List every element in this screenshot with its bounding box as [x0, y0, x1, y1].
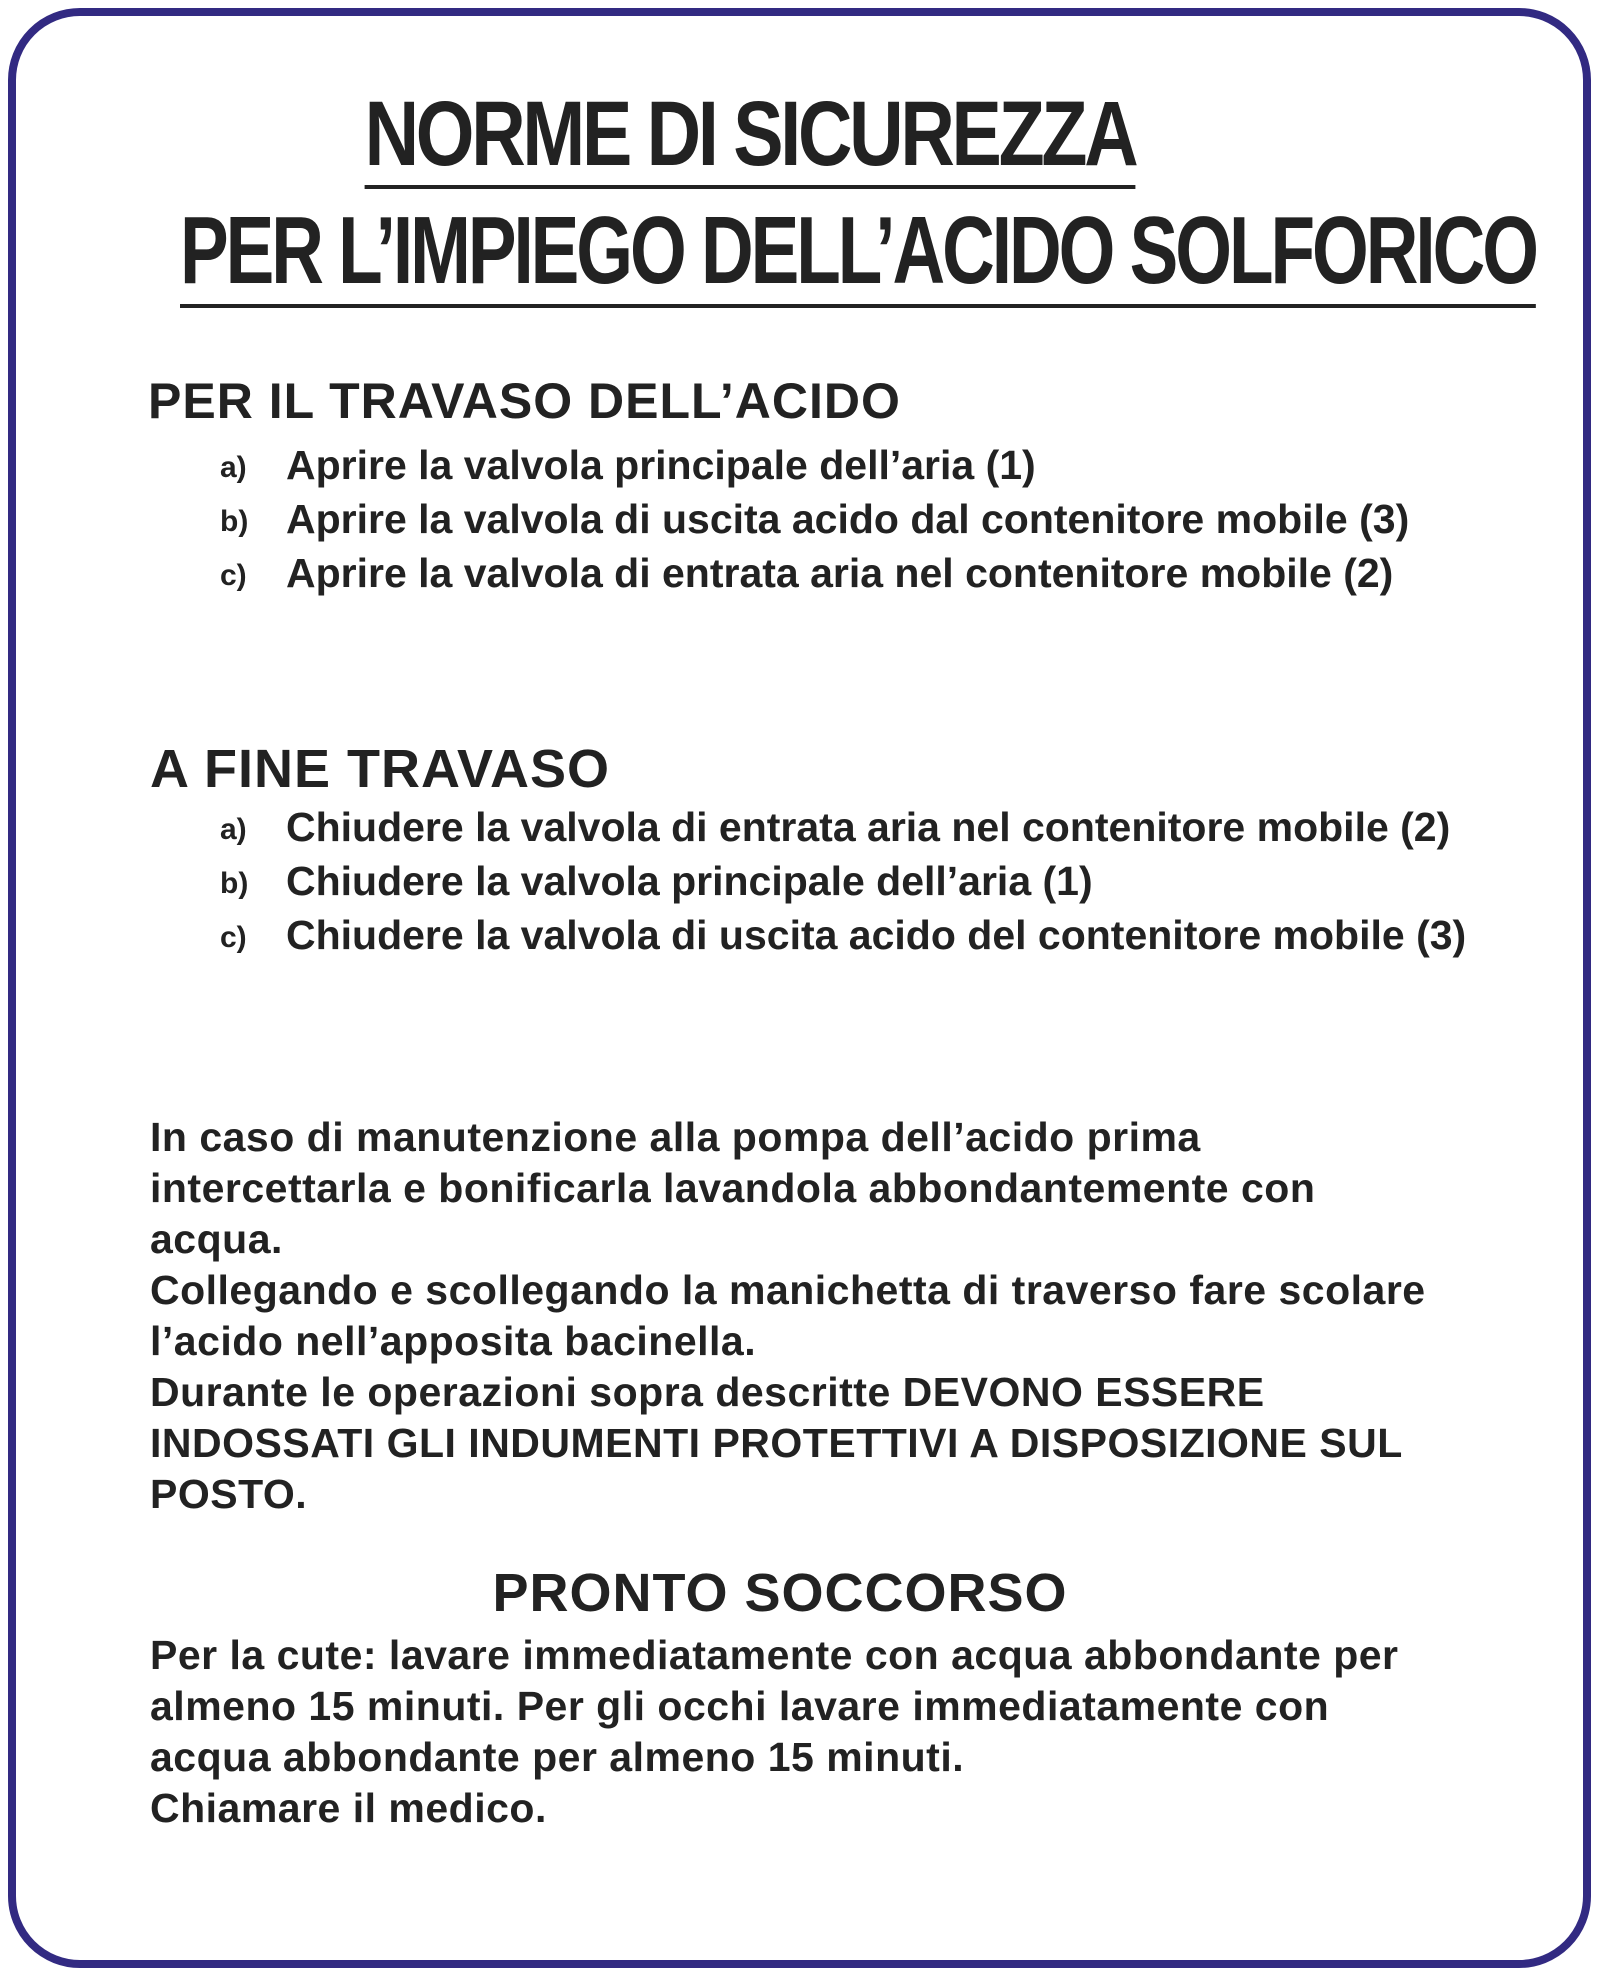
step-marker: a) — [220, 451, 247, 484]
travaso-steps-list — [220, 440, 1480, 602]
first-aid-paragraph: Chiamare il medico. — [150, 1785, 547, 1831]
step-text: Aprire la valvola principale dell’aria (1) — [286, 442, 1036, 488]
step-marker: a) — [220, 813, 247, 846]
title-text-1: NORME DI SICUREZZA — [365, 86, 1136, 189]
title-text-2: PER L’IMPIEGO DELL’ACIDO SOLFORICO — [180, 201, 1536, 308]
maintenance-paragraph: Collegando e scollegando la manichetta di traverso fare scolare l’acido nell’apposita bacinella. — [150, 1267, 1426, 1364]
list-item — [220, 910, 1480, 961]
heading-travaso: PER IL TRAVASO DELL’ACIDO — [148, 373, 901, 429]
step-marker: c) — [220, 559, 247, 592]
step-text: Chiudere la valvola di uscita acido del contenitore mobile (3) — [286, 912, 1467, 958]
step-text: Aprire la valvola di uscita acido dal contenitore mobile (3) — [286, 496, 1410, 542]
first-aid-paragraph: Per la cute: lavare immediatamente con acqua abbondante per almeno 15 minuti. Per gli occhi lavare immediatamente con acqua abbondante per almeno 15 minuti. — [150, 1632, 1399, 1780]
list-item — [220, 440, 1480, 491]
step-text: Chiudere la valvola principale dell’aria (1) — [286, 858, 1093, 904]
sign-title-line-1 — [135, 82, 1365, 189]
first-aid-instructions — [150, 1630, 1450, 1834]
fine-travaso-steps-list — [220, 802, 1480, 964]
list-item — [220, 494, 1480, 545]
sign-title-line-2 — [180, 196, 1536, 308]
step-text: Chiudere la valvola di entrata aria nel contenitore mobile (2) — [286, 804, 1451, 850]
maintenance-instructions — [150, 1112, 1450, 1520]
step-marker: b) — [220, 867, 249, 900]
maintenance-paragraph: In caso di manutenzione alla pompa dell’acido prima intercettarla e bonificarla lavandola abbondantemente con acqua. — [150, 1114, 1316, 1262]
list-item — [220, 548, 1480, 599]
heading-fine-travaso: A FINE TRAVASO — [150, 739, 611, 799]
heading-pronto-soccorso: PRONTO SOCCORSO — [492, 1563, 1068, 1623]
list-item — [220, 856, 1480, 907]
list-item — [220, 802, 1480, 853]
step-marker: b) — [220, 505, 249, 538]
step-marker: c) — [220, 921, 247, 954]
step-text: Aprire la valvola di entrata aria nel contenitore mobile (2) — [286, 550, 1394, 596]
maintenance-paragraph: Durante le operazioni sopra descritte DEVONO ESSERE INDOSSATI GLI INDUMENTI PROTETTIVI A DISPOSIZIONE SUL POSTO. — [150, 1369, 1403, 1517]
